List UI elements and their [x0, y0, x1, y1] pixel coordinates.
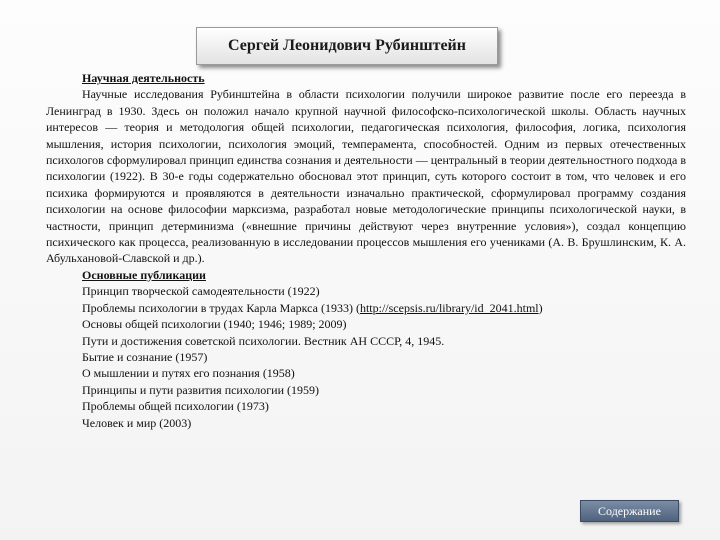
content-area: [46, 70, 686, 431]
publications-list: [46, 283, 686, 431]
publication-text: Принцип творческой самодеятельности (1922): [82, 284, 320, 299]
publication-item: [82, 398, 686, 414]
title-box: [196, 27, 498, 65]
publication-text: Принципы и пути развития психологии (1959): [82, 382, 319, 397]
publication-text: О мышлении и путях его познания (1958): [82, 366, 295, 381]
publication-item: [82, 349, 686, 365]
section-heading: Научная деятельность: [82, 71, 205, 85]
publication-text: Основы общей психологии (1940; 1946; 1989; 2009): [82, 317, 347, 332]
publication-item: [82, 333, 686, 349]
contents-button[interactable]: Содержание: [580, 500, 679, 522]
publications-heading: Основные публикации: [82, 267, 206, 282]
publication-text: Проблемы общей психологии (1973): [82, 399, 269, 414]
publication-text: Пути и достижения советской психологии. Вестник АН СССР, 4, 1945.: [82, 333, 445, 348]
biography-paragraph: Научные исследования Рубинштейна в области психологии получили широкое развитие после его переезда в Ленинград в 1930. Здесь он положил начало крупной научной философско-психологической школы. Область научных интересов — теория и методология общей психологии, педагогическая психология, философия, логика, психология мышления, история психологии, психология эмоций, темперамента, способностей. Одним из первых отечественных психологов сформулировал принцип единства сознания и деятельности — центральный в теории деятельностного подхода в психологии (1922). В 30-е годы содержательно обосновал этот принцип, суть которого состоит в том, что человек и его психика формируются и проявляются в деятельности изначально практической, сформулировал программу создания психологии на основе философии марксизма, разработал новые методологические принципы психологической науки, в частности, принцип детерминизма («внешние причины действуют через внутренние условия»), создал концепцию психического как процесса, реализованную в исследовании процессов мышления его учениками (А. В. Брушлинским, К. А. Абульхановой-Славской и др.).: [46, 87, 686, 266]
publication-item: [82, 283, 686, 299]
slide-title: Сергей Леонидович Рубинштейн: [228, 37, 466, 54]
publication-text: Проблемы психологии в трудах Карла Маркса (1933) (: [82, 300, 360, 315]
publication-item: [82, 300, 686, 316]
publication-item: [82, 415, 686, 431]
publication-text: Бытие и сознание (1957): [82, 349, 208, 364]
publication-link[interactable]: http://scepsis.ru/library/id_2041.html: [359, 300, 539, 315]
publication-item: [82, 365, 686, 381]
publication-item: [82, 316, 686, 332]
publication-item: [82, 382, 686, 398]
publication-text: Человек и мир (2003): [82, 415, 192, 430]
publication-suffix: ): [538, 300, 543, 315]
